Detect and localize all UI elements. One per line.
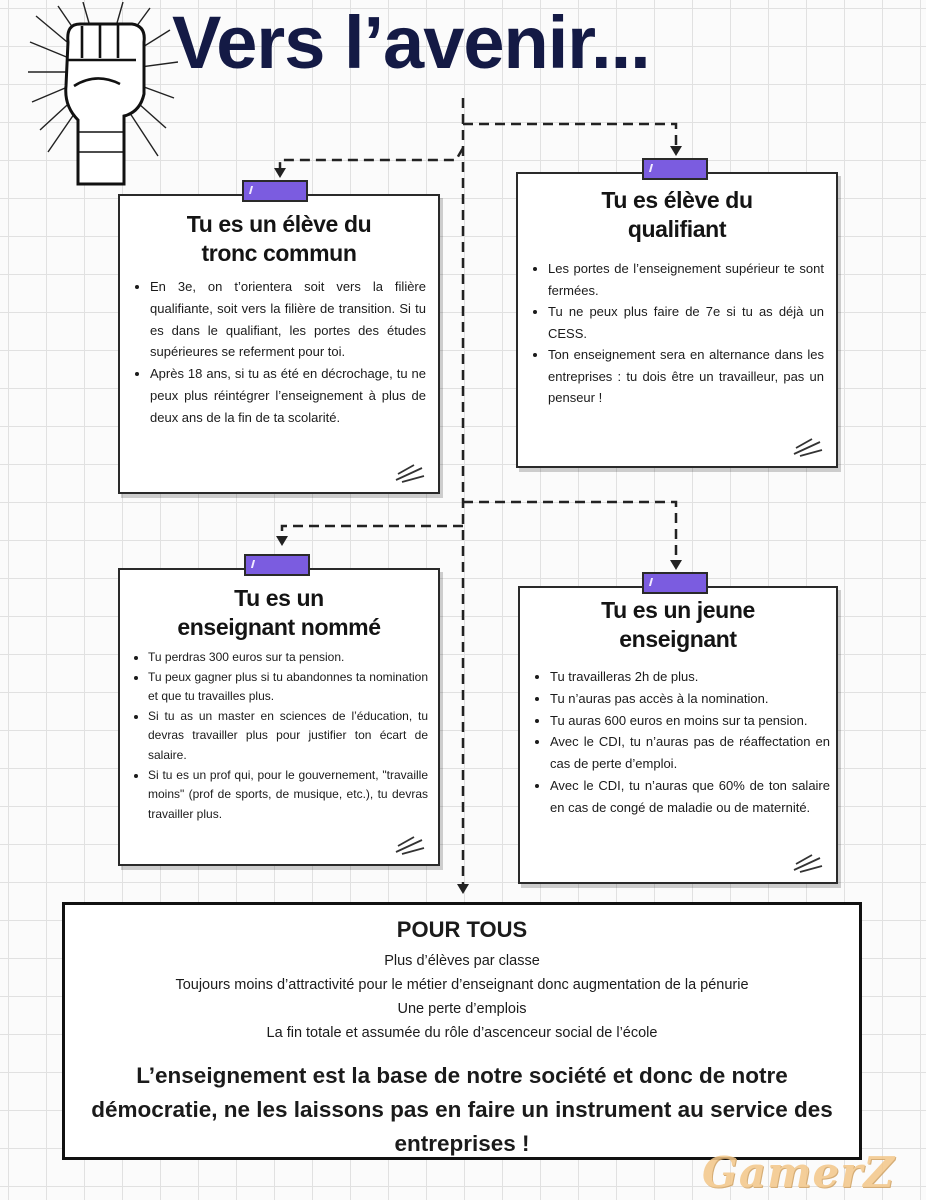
card-tab xyxy=(242,180,308,202)
scribble-icon xyxy=(394,834,428,856)
pour-tous-heading: POUR TOUS xyxy=(396,917,528,942)
list-item: • Tu perdras 300 euros sur ta pension. xyxy=(148,648,428,668)
pour-tous-line: Une perte d’emplois xyxy=(397,1001,527,1017)
list-item: • Tu peux gagner plus si tu abandonnes ta nomination et que tu travailles plus. xyxy=(148,668,428,707)
card-bullet-list xyxy=(520,666,830,819)
card-title-line: Tu es un jeune xyxy=(601,597,755,623)
list-item: • Tu n’auras pas accès à la nomination. xyxy=(550,688,830,710)
scribble-icon xyxy=(792,852,826,874)
card-bullet-list xyxy=(518,258,824,409)
list-item: • Si tu es un prof qui, pour le gouvernement, "travaille moins" (prof de sports, de musique, etc.), tu devras travailler plus. xyxy=(148,766,428,825)
card-title xyxy=(520,596,836,654)
list-item: • En 3e, on t’orientera soit vers la filière qualifiante, soit vers la filière de transition. Si tu es dans le qualifiant, les portes des études supérieures se referment pour toi. xyxy=(150,276,426,363)
card-title-line: tronc commun xyxy=(201,240,357,266)
list-item: • Avec le CDI, tu n’auras pas de réaffectation en cas de perte d’emploi. xyxy=(550,731,830,775)
list-item: • Tu ne peux plus faire de 7e si tu as déjà un CESS. xyxy=(548,301,824,344)
pour-tous-line: Toujours moins d’attractivité pour le métier d’enseignant donc augmentation de la pénurie xyxy=(175,977,749,993)
card-title-line: qualifiant xyxy=(627,216,727,242)
card-title-line: enseignant xyxy=(619,626,737,652)
pour-tous-line: Plus d’élèves par classe xyxy=(384,953,540,969)
conclusion-statement: L’enseignement est la base de notre société et donc de notre démocratie, ne les laissons pas en faire un instrument au service des entreprises ! xyxy=(91,1063,833,1156)
card-tronc-commun xyxy=(118,194,440,494)
card-title-line: Tu es un élève du xyxy=(186,211,372,237)
card-jeune-enseignant xyxy=(518,586,838,884)
page-title: Vers l’avenir... xyxy=(172,1,650,84)
list-item: • Avec le CDI, tu n’auras que 60% de ton salaire en cas de congé de maladie ou de maternité. xyxy=(550,775,830,819)
card-enseignant-nomme xyxy=(118,568,440,866)
scribble-icon xyxy=(792,436,826,458)
card-title xyxy=(120,210,438,268)
list-item: • Tu travailleras 2h de plus. xyxy=(550,666,830,688)
list-item: • Après 18 ans, si tu as été en décrochage, tu ne peux plus réintégrer l’enseignement à plus de deux ans de la fin de ta scolarité. xyxy=(150,363,426,428)
card-title-line: Tu es élève du xyxy=(601,187,753,213)
card-title-line: enseignant nommé xyxy=(177,614,381,640)
pour-tous-line: La fin totale et assumée du rôle d’ascenceur social de l’école xyxy=(266,1025,658,1041)
scribble-icon xyxy=(394,462,428,484)
pour-tous-box xyxy=(62,902,862,1160)
card-title xyxy=(518,186,836,244)
card-tab xyxy=(642,572,708,594)
card-qualifiant xyxy=(516,172,838,468)
list-item: • Ton enseignement sera en alternance dans les entreprises : tu dois être un travailleur, pas un penseur ! xyxy=(548,344,824,409)
list-item: • Tu auras 600 euros en moins sur ta pension. xyxy=(550,710,830,732)
list-item: • Si tu as un master en sciences de l’éducation, tu devras travailler plus pour justifier ton écart de salaire. xyxy=(148,707,428,766)
card-bullet-list xyxy=(120,648,428,824)
card-title-line: Tu es un xyxy=(234,585,324,611)
watermark-logo: GamerZ xyxy=(702,1148,896,1197)
card-bullet-list xyxy=(120,276,426,429)
card-tab xyxy=(642,158,708,180)
card-title xyxy=(120,584,438,642)
card-tab xyxy=(244,554,310,576)
list-item: • Les portes de l’enseignement supérieur te sont fermées. xyxy=(548,258,824,301)
